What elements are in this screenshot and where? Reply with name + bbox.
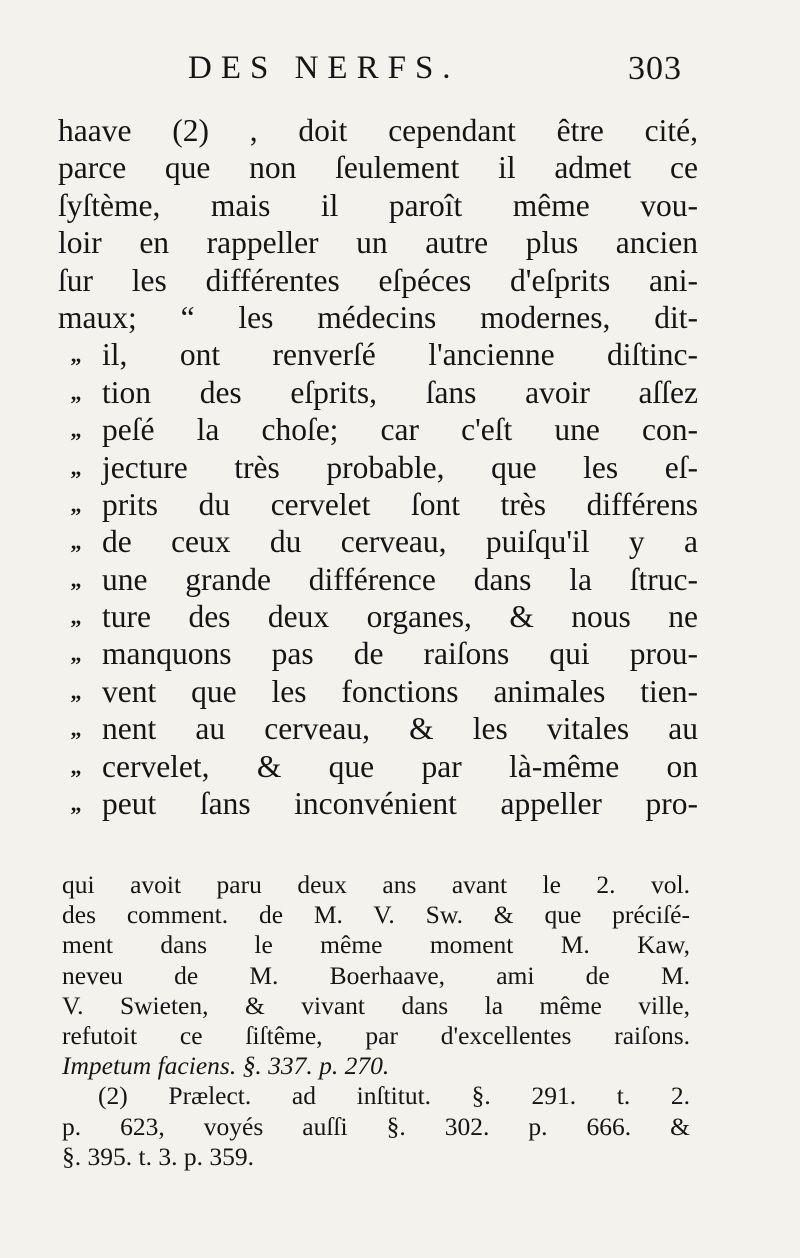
- footnote-line: V. Swieten, & vivant dans la même ville,: [62, 990, 690, 1020]
- quoted-line: „ cervelet, & que par là-même on: [58, 748, 698, 785]
- quoted-line: „ ture des deux organes, & nous ne: [58, 598, 698, 635]
- text-line: ſur les différentes eſpéces d'eſprits ani-: [58, 262, 698, 298]
- quoted-line: „ nent au cerveau, & les vitales au: [58, 710, 698, 747]
- quote-mark: „: [70, 454, 82, 480]
- quote-mark: „: [70, 529, 82, 555]
- quoted-line: „ peſé la choſe; car c'eſt une con-: [58, 411, 698, 448]
- quoted-line: „ une grande différence dans la ſtruc-: [58, 561, 698, 598]
- quote-mark: „: [70, 641, 82, 667]
- quote-mark: „: [70, 491, 82, 517]
- page-header: [60, 50, 700, 94]
- quoted-line: „ prits du cervelet ſont très différens: [58, 486, 698, 523]
- footnote-line: des comment. de M. V. Sw. & que préciſé-: [62, 900, 690, 930]
- footnote-line: Impetum faciens. §. 337. p. 270.: [62, 1051, 390, 1081]
- footnote-line: ment dans le même moment M. Kaw,: [62, 930, 690, 960]
- quoted-line: „ peut ſans inconvénient appeller pro-: [58, 785, 698, 822]
- quoted-line: „ vent que les fonctions animales tien-: [58, 673, 698, 710]
- quote-mark: „: [70, 379, 82, 405]
- quote-mark: „: [70, 566, 82, 592]
- quoted-line: „ de ceux du cerveau, puiſqu'il y a: [58, 523, 698, 560]
- footnotes: [62, 870, 690, 1172]
- footnote-line: (2) Prælect. ad inſtitut. §. 291. t. 2.: [98, 1081, 690, 1111]
- footnote-line: p. 623, voyés auſſi §. 302. p. 666. &: [62, 1111, 690, 1141]
- footnote-line: neveu de M. Boerhaave, ami de M.: [62, 960, 690, 990]
- quote-mark: „: [70, 417, 82, 443]
- quote-mark: „: [70, 753, 82, 779]
- quote-mark: „: [70, 604, 82, 630]
- quote-mark: „: [70, 678, 82, 704]
- text-line: parce que non ſeulement il admet ce: [58, 150, 698, 186]
- text-line: haave (2) , doit cependant être cité,: [58, 113, 698, 148]
- page-number: 303: [628, 50, 682, 87]
- quoted-line: „ il, ont renverſé l'ancienne diſtinc-: [58, 336, 698, 373]
- quote-mark: „: [70, 716, 82, 742]
- running-head: DES NERFS.: [188, 50, 460, 86]
- main-text: [58, 112, 698, 822]
- quote-mark: „: [70, 791, 82, 817]
- footnote-line: §. 395. t. 3. p. 359.: [62, 1141, 254, 1171]
- quoted-line: „ tion des eſprits, ſans avoir aſſez: [58, 374, 698, 411]
- text-line: maux; “ les médecins modernes, dit-: [58, 299, 698, 335]
- quote-mark: „: [70, 342, 82, 368]
- footnote-line: qui avoit paru deux ans avant le 2. vol.: [62, 870, 690, 899]
- text-line: loir en rappeller un autre plus ancien: [58, 225, 698, 261]
- quoted-line: „ jecture très probable, que les eſ-: [58, 449, 698, 486]
- quoted-line: „ manquons pas de raiſons qui prou-: [58, 635, 698, 672]
- footnote-line: refutoit ce ſiſtême, par d'excellentes raiſons.: [62, 1020, 690, 1050]
- text-line: ſyſtème, mais il paroît même vou-: [58, 187, 698, 223]
